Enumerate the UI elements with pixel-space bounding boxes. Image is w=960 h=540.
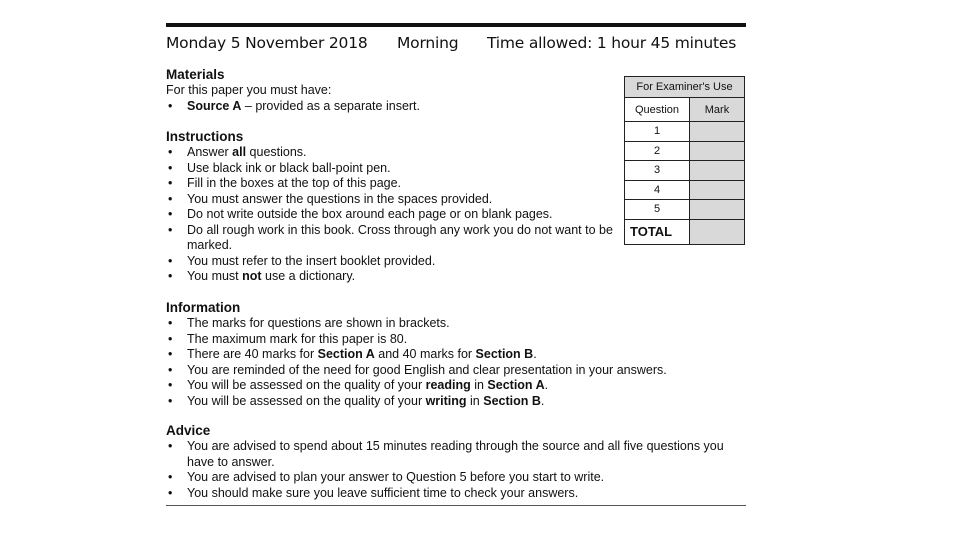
list-item bbox=[166, 439, 741, 470]
advice-section bbox=[166, 422, 741, 501]
text-run: You must bbox=[187, 269, 243, 283]
question-number: 4 bbox=[625, 180, 690, 200]
text-run: Do all rough work in this book. Cross through any work you do not want to be marked. bbox=[187, 222, 613, 252]
table-row bbox=[625, 161, 745, 181]
text-run: Do not write outside the box around each page or on blank pages. bbox=[187, 207, 553, 221]
text-run: There are 40 marks for bbox=[187, 347, 318, 361]
list-item bbox=[166, 254, 618, 270]
text-run: You will be assessed on the quality of your bbox=[187, 393, 426, 408]
bold-text: Section B bbox=[475, 347, 534, 361]
information-section bbox=[166, 299, 726, 409]
text-run: questions. bbox=[246, 145, 307, 159]
exam-date: Monday 5 November 2018 bbox=[166, 34, 368, 52]
list-item bbox=[166, 316, 726, 332]
examiner-table-title: For Examiner's Use bbox=[625, 77, 745, 98]
text-run: and 40 marks for bbox=[374, 347, 476, 361]
list-item bbox=[166, 161, 618, 177]
list-item bbox=[166, 223, 618, 254]
materials-list bbox=[166, 99, 606, 115]
text-run: . bbox=[533, 347, 537, 361]
exam-session: Morning bbox=[397, 34, 459, 52]
instructions-list bbox=[166, 145, 618, 285]
text-run: You are advised to plan your answer to Question 5 before you start to write. bbox=[187, 470, 605, 484]
question-number: 1 bbox=[625, 122, 690, 142]
question-number: 2 bbox=[625, 141, 690, 161]
list-item bbox=[166, 207, 618, 223]
table-row bbox=[625, 141, 745, 161]
materials-section bbox=[166, 66, 606, 114]
text-run: Use black ink or black ball-point pen. bbox=[187, 160, 391, 175]
text-run: . bbox=[544, 378, 549, 392]
question-number: 3 bbox=[625, 161, 690, 181]
text-run: Fill in the boxes at the top of this page. bbox=[187, 176, 402, 190]
bold-text: not bbox=[242, 269, 262, 283]
advice-list bbox=[166, 439, 741, 501]
list-item bbox=[166, 347, 726, 363]
text-run: You must refer to the insert booklet provided. bbox=[187, 253, 436, 268]
text-run: in bbox=[470, 378, 488, 392]
table-row bbox=[625, 200, 745, 220]
bold-text: writing bbox=[425, 393, 467, 408]
bold-text: Section A bbox=[487, 378, 545, 392]
time-allowed: Time allowed: 1 hour 45 minutes bbox=[487, 34, 737, 52]
materials-item-text: – provided as a separate insert. bbox=[241, 98, 420, 113]
materials-intro: For this paper you must have: bbox=[166, 83, 332, 97]
mark-cell bbox=[690, 180, 745, 200]
instructions-section bbox=[166, 128, 618, 285]
text-run: You are reminded of the need for good English and clear presentation in your answers. bbox=[187, 362, 667, 377]
text-run: use a dictionary. bbox=[261, 269, 356, 283]
list-item bbox=[166, 378, 726, 394]
text-run: The maximum mark for this paper is 80. bbox=[187, 331, 408, 346]
materials-item bbox=[166, 99, 606, 115]
list-item bbox=[166, 486, 741, 502]
text-run: The marks for questions are shown in brackets. bbox=[187, 316, 450, 330]
total-row bbox=[625, 219, 745, 244]
advice-heading: Advice bbox=[166, 423, 211, 438]
total-label: TOTAL bbox=[625, 219, 690, 244]
list-item bbox=[166, 176, 618, 192]
information-list bbox=[166, 316, 726, 409]
list-item bbox=[166, 192, 618, 208]
list-item bbox=[166, 145, 618, 161]
total-mark-cell bbox=[690, 219, 745, 244]
bold-text: Section B bbox=[483, 393, 541, 408]
text-run: You will be assessed on the quality of your bbox=[187, 378, 426, 392]
examiner-use-table bbox=[624, 76, 745, 245]
exam-cover-page bbox=[166, 0, 746, 540]
mark-cell bbox=[690, 200, 745, 220]
list-item bbox=[166, 470, 741, 486]
list-item bbox=[166, 332, 726, 348]
text-run: Answer bbox=[187, 145, 233, 159]
bold-text: reading bbox=[425, 378, 471, 392]
question-column-header: Question bbox=[625, 98, 690, 122]
list-item bbox=[166, 394, 726, 410]
materials-heading: Materials bbox=[166, 67, 225, 82]
mark-cell bbox=[690, 141, 745, 161]
bottom-rule bbox=[166, 505, 746, 506]
text-run: in bbox=[466, 393, 484, 408]
list-item bbox=[166, 363, 726, 379]
mark-cell bbox=[690, 161, 745, 181]
text-run: . bbox=[540, 393, 545, 408]
information-heading: Information bbox=[166, 300, 241, 315]
question-number: 5 bbox=[625, 200, 690, 220]
text-run: You must answer the questions in the spaces provided. bbox=[187, 191, 493, 206]
mark-column-header: Mark bbox=[690, 98, 745, 122]
mark-cell bbox=[690, 122, 745, 142]
instructions-heading: Instructions bbox=[166, 129, 244, 144]
text-run: You should make sure you leave sufficient time to check your answers. bbox=[187, 485, 579, 500]
text-run: You are advised to spend about 15 minutes reading through the source and all five questions you have to answer. bbox=[187, 439, 724, 469]
exam-header bbox=[166, 34, 746, 56]
table-row bbox=[625, 122, 745, 142]
bold-text: all bbox=[232, 145, 247, 159]
bold-text: Section A bbox=[317, 347, 375, 361]
table-row bbox=[625, 180, 745, 200]
materials-item-bold: Source A bbox=[187, 98, 242, 113]
list-item bbox=[166, 269, 618, 285]
top-rule bbox=[166, 23, 746, 27]
